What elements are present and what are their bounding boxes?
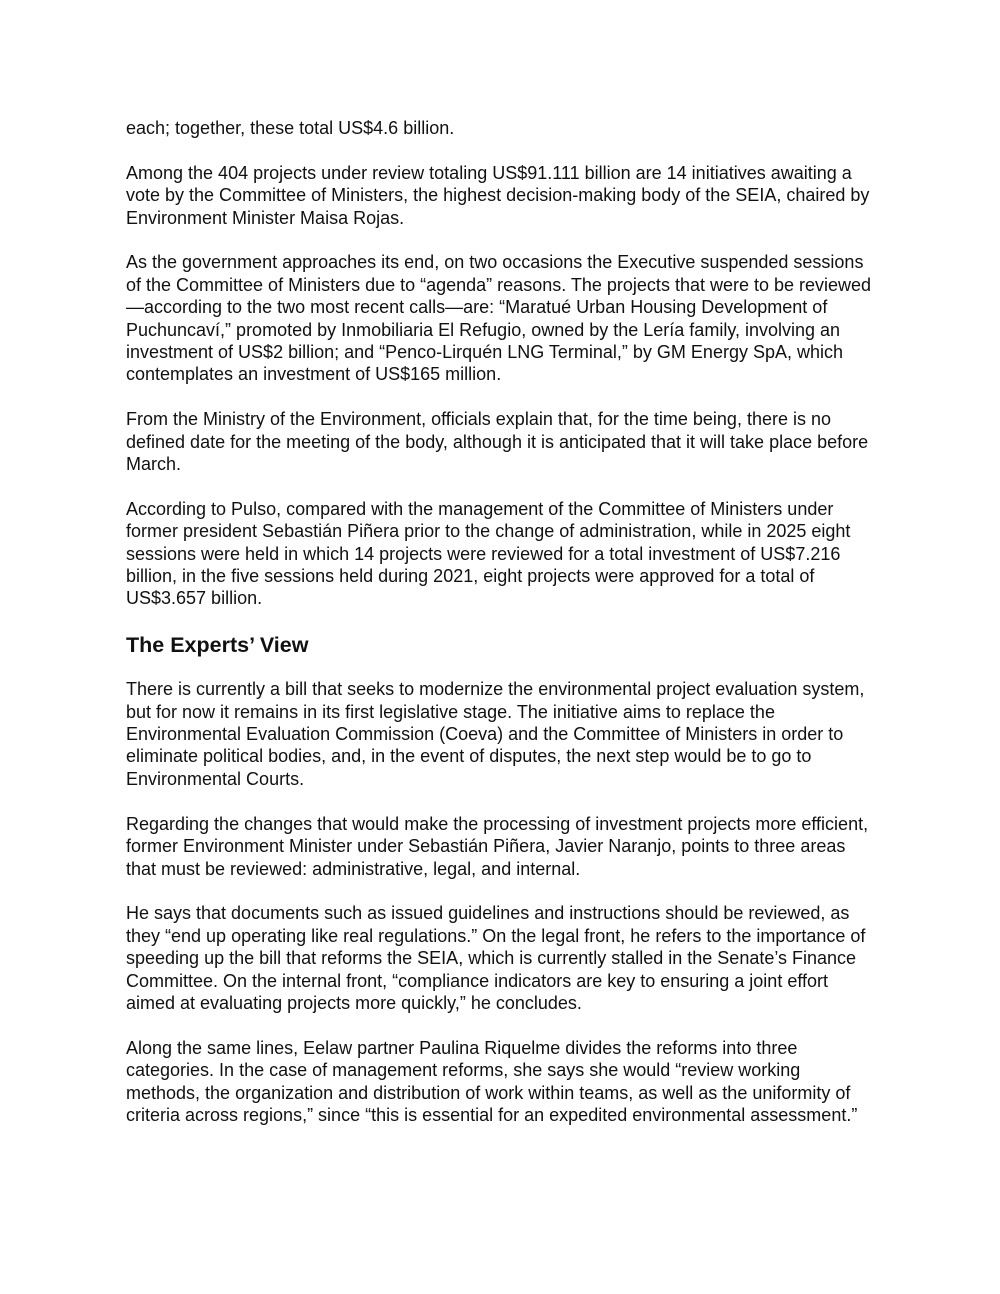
paragraph-ministry-statement: From the Ministry of the Environment, officials explain that, for the time being, there is no defined date for the meeting of the body, although it is anticipated that it will take place before March. xyxy=(126,409,869,475)
document-page xyxy=(126,117,878,1149)
paragraph-naranjo-quotes: He says that documents such as issued guidelines and instructions should be reviewed, as they “end up operating like real regulations.” On the legal front, he refers to the importance of speeding up the bill that reforms the SEIA, which is currently stalled in the Senate’s Finance Committee. On the internal front, “compliance indicators are key to ensuring a joint effort aimed at evaluating projects more quickly,” he concludes. xyxy=(126,903,866,1013)
paragraph-projects-under-review: Among the 404 projects under review totaling US$91.111 billion are 14 initiatives awaiting a vote by the Committee of Ministers, the highest decision-making body of the SEIA, chaired by Environment Minister Maisa Rojas. xyxy=(126,162,870,228)
paragraph-naranjo-areas: Regarding the changes that would make the processing of investment projects more efficient, former Environment Minister under Sebastián Piñera, Javier Naranjo, points to three areas that must be reviewed: administrative, legal, and internal. xyxy=(126,813,869,879)
paragraph-riquelme-reforms: Along the same lines, Eelaw partner Paulina Riquelme divides the reforms into three categories. In the case of management reforms, she says she would “review working methods, the organization and distribution of work within teams, as well as the uniformity of criteria across regions,” since “this is essential for an expedited environmental assessment.” xyxy=(126,1037,858,1125)
paragraph-bill-modernization: There is currently a bill that seeks to modernize the environmental project evaluation system, but for now it remains in its first legislative stage. The initiative aims to replace the Environmental Evaluation Commission (Coeva) and the Committee of Ministers in order to eliminate political bodies, and, in the event of disputes, the next step would be to go to Environmental Courts. xyxy=(126,679,865,789)
section-heading: The Experts’ View xyxy=(126,633,309,658)
paragraph-pulso-comparison: According to Pulso, compared with the management of the Committee of Ministers under former president Sebastián Piñera prior to the change of administration, while in 2025 eight sessions were held in which 14 projects were reviewed for a total investment of US$7.216 billion, in the five sessions held during 2021, eight projects were approved for a total of US$3.657 billion. xyxy=(126,498,851,609)
paragraph-suspended-sessions: As the government approaches its end, on two occasions the Executive suspended sessions of the Committee of Ministers due to “agenda” reasons. The projects that were to be reviewed—according to the two most recent calls—are: “Maratué Urban Housing Development of Puchuncaví,” promoted by Inmobiliaria El Refugio, owned by the Lería family, involving an investment of US$2 billion; and “Penco-Lirquén LNG Terminal,” by GM Energy SpA, which contemplates an investment of US$165 million. xyxy=(126,252,872,385)
paragraph-continuation: each; together, these total US$4.6 billion. xyxy=(126,118,455,138)
